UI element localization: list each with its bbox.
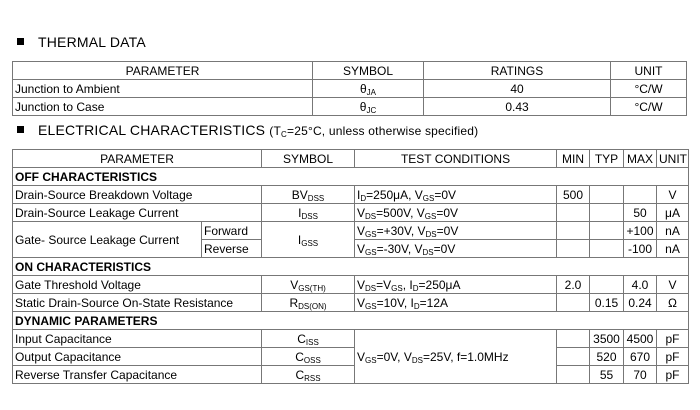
typ-cell <box>590 276 624 294</box>
thermal-table <box>12 61 687 116</box>
symbol-cell: $I_{DSS}$ <box>262 204 355 222</box>
rating-cell: 40 <box>424 80 611 98</box>
unit-cell: V <box>657 276 689 294</box>
header-parameter: PARAMETER <box>13 150 262 168</box>
unit-cell: μA <box>657 204 689 222</box>
unit-cell: V <box>657 186 689 204</box>
table-row <box>13 348 689 366</box>
unit-cell: °C/W <box>611 98 687 116</box>
parameter-cell: Drain-Source Breakdown Voltage <box>13 186 262 204</box>
condition-cell: $V_{GS}=-30V$, $V_{DS}=0V$ <box>355 240 557 258</box>
typ-cell <box>590 222 624 240</box>
table-row <box>13 330 689 348</box>
max-cell: 4500 <box>624 330 657 348</box>
square-bullet-icon <box>17 38 24 45</box>
symbol-cell: $R_{DS(ON)}$ <box>262 294 355 312</box>
parameter-cell: Junction to Ambient <box>13 80 313 98</box>
table-header-row <box>13 62 687 80</box>
condition-cell: $V_{DS}=500V$, $V_{GS}=0V$ <box>355 204 557 222</box>
condition-cell: $I_D=250\mu A$, $V_{GS}=0V$ <box>355 186 557 204</box>
forward-label: Forward <box>202 222 262 240</box>
electrical-table <box>12 149 689 384</box>
unit-cell: nA <box>657 240 689 258</box>
parameter-cell: Reverse Transfer Capacitance <box>13 366 262 384</box>
header-parameter: PARAMETER <box>13 62 313 80</box>
table-row <box>13 98 687 116</box>
min-cell <box>557 348 590 366</box>
min-cell <box>557 330 590 348</box>
table-row <box>13 80 687 98</box>
symbol-cell: $C_{RSS}$ <box>262 366 355 384</box>
square-bullet-icon <box>17 126 24 133</box>
symbol-cell: $BV_{DSS}$ <box>262 186 355 204</box>
header-unit: UNIT <box>657 150 689 168</box>
condition-cell: $V_{GS}=10V$, $I_D=12A$ <box>355 294 557 312</box>
test-condition-note: ($T_C=25^\circ C$, unless otherwise specified) <box>269 124 479 139</box>
parameter-cell: Gate- Source Leakage Current <box>13 222 202 258</box>
header-symbol: SYMBOL <box>262 150 355 168</box>
table-row <box>13 294 689 312</box>
typ-cell: 3500 <box>590 330 624 348</box>
parameter-cell: Drain-Source Leakage Current <box>13 204 262 222</box>
table-row <box>13 204 689 222</box>
rating-cell: 0.43 <box>424 98 611 116</box>
max-cell: +100 <box>624 222 657 240</box>
header-test-conditions: TEST CONDITIONS <box>355 150 557 168</box>
max-cell: 50 <box>624 204 657 222</box>
header-max: MAX <box>624 150 657 168</box>
group-row <box>13 258 689 276</box>
symbol-cell: $I_{GSS}$ <box>262 222 355 258</box>
min-cell <box>557 294 590 312</box>
symbol-cell: $C_{OSS}$ <box>262 348 355 366</box>
max-cell: -100 <box>624 240 657 258</box>
unit-cell: pF <box>657 330 689 348</box>
typ-cell <box>590 204 624 222</box>
typ-cell <box>590 240 624 258</box>
max-cell <box>624 186 657 204</box>
min-cell: 500 <box>557 186 590 204</box>
min-cell <box>557 204 590 222</box>
parameter-cell: Input Capacitance <box>13 330 262 348</box>
parameter-cell: Output Capacitance <box>13 348 262 366</box>
group-row <box>13 168 689 186</box>
symbol-cell: $\theta_{JC}$ <box>313 98 424 116</box>
on-characteristics-heading: ON CHARACTERISTICS <box>13 258 689 276</box>
header-ratings: RATINGS <box>424 62 611 80</box>
min-cell: 2.0 <box>557 276 590 294</box>
table-row <box>13 222 689 240</box>
table-row <box>13 366 689 384</box>
unit-cell: °C/W <box>611 80 687 98</box>
unit-cell: Ω <box>657 294 689 312</box>
max-cell: 670 <box>624 348 657 366</box>
group-row <box>13 312 689 330</box>
symbol-cell: $\theta_{JA}$ <box>313 80 424 98</box>
typ-cell <box>590 186 624 204</box>
reverse-label: Reverse <box>202 240 262 258</box>
header-symbol: SYMBOL <box>313 62 424 80</box>
header-unit: UNIT <box>611 62 687 80</box>
table-row <box>13 276 689 294</box>
condition-cell: $V_{DS}=V_{GS}$, $I_D=250\mu A$ <box>355 276 557 294</box>
max-cell: 0.24 <box>624 294 657 312</box>
symbol-cell: $V_{GS(TH)}$ <box>262 276 355 294</box>
unit-cell: pF <box>657 348 689 366</box>
min-cell <box>557 222 590 240</box>
min-cell <box>557 240 590 258</box>
dynamic-parameters-heading: DYNAMIC PARAMETERS <box>13 312 689 330</box>
header-typ: TYP <box>590 150 624 168</box>
header-min: MIN <box>557 150 590 168</box>
thermal-section-title: THERMAL DATA <box>17 34 146 50</box>
typ-cell: 0.15 <box>590 294 624 312</box>
electrical-section-title: ELECTRICAL CHARACTERISTICS ($T_C=25^\circ C$, unless otherwise specified) <box>17 122 478 138</box>
unit-cell: pF <box>657 366 689 384</box>
table-row <box>13 186 689 204</box>
condition-cell: $V_{GS}=+30V$, $V_{DS}=0V$ <box>355 222 557 240</box>
parameter-cell: Gate Threshold Voltage <box>13 276 262 294</box>
typ-cell: 520 <box>590 348 624 366</box>
max-cell: 4.0 <box>624 276 657 294</box>
parameter-cell: Static Drain-Source On-State Resistance <box>13 294 262 312</box>
symbol-cell: $C_{ISS}$ <box>262 330 355 348</box>
max-cell: 70 <box>624 366 657 384</box>
dynamic-condition-cell: $V_{GS}=0V$, $V_{DS}=25V$, f=1.0MHz <box>355 330 557 384</box>
unit-cell: nA <box>657 222 689 240</box>
off-characteristics-heading: OFF CHARACTERISTICS <box>13 168 689 186</box>
table-header-row <box>13 150 689 168</box>
parameter-cell: Junction to Case <box>13 98 313 116</box>
min-cell <box>557 366 590 384</box>
typ-cell: 55 <box>590 366 624 384</box>
